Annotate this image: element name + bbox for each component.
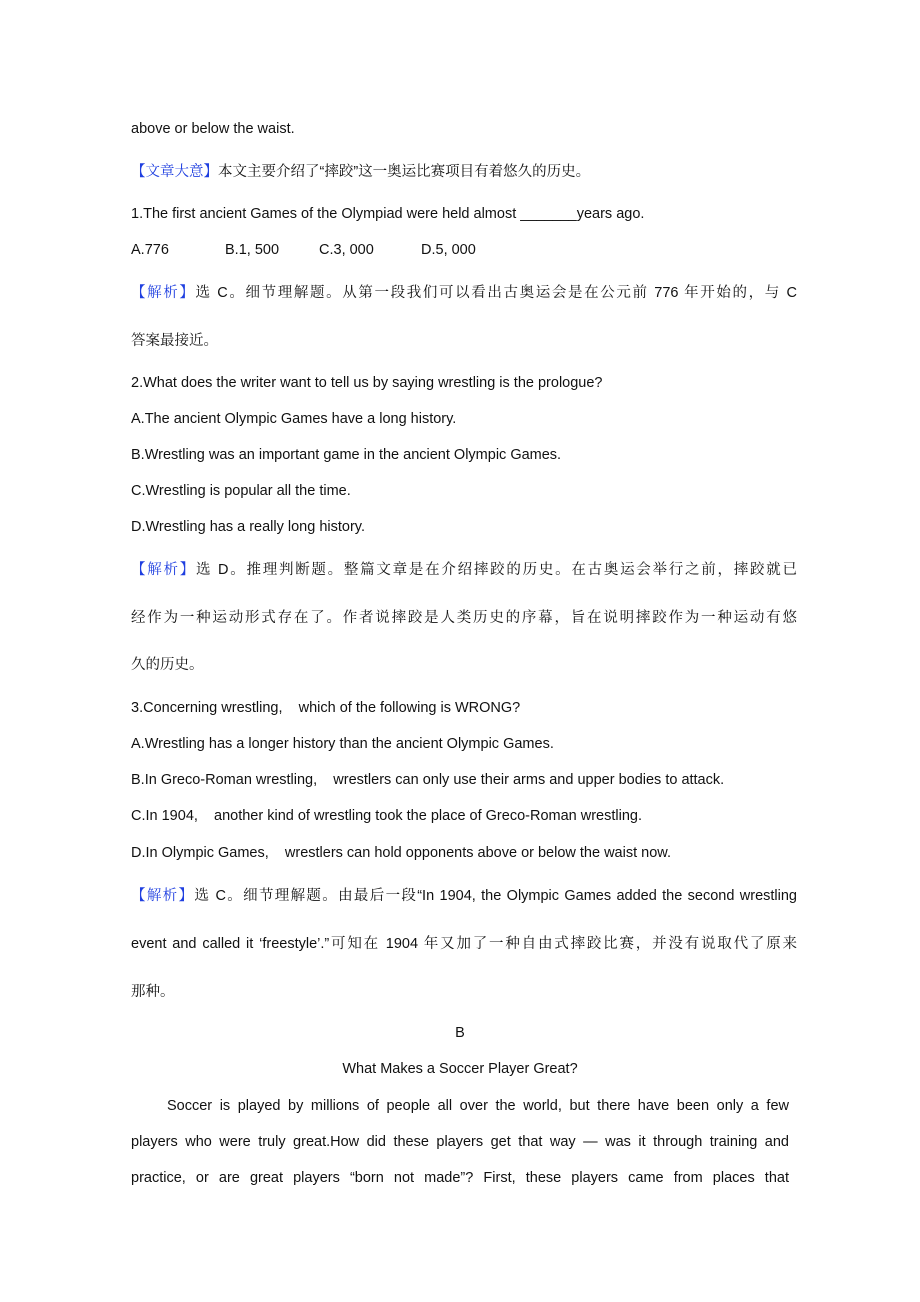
analysis-text: 选 D。推理判断题。整篇文章是在介绍摔跤的历史。在古奥运会举行之前，摔跤就已 xyxy=(195,562,798,578)
option: A.Wrestling has a longer history than the ancient Olympic Games. xyxy=(131,736,554,752)
option: B.In Greco-Roman wrestling, wrestlers can only use their arms and upper bodies to attack. xyxy=(131,772,725,788)
summary-tag: 【文章大意】 xyxy=(131,164,218,180)
analysis-3-cont: event and called it ‘freestyle’.”可知在 1904 年又加了一种自由式摔跤比赛，并没有说取代了原来 xyxy=(131,936,797,952)
analysis-tag: 【解析】 xyxy=(131,562,196,578)
option: C.Wrestling is popular all the time. xyxy=(131,483,351,499)
analysis-1 xyxy=(131,283,797,303)
option: A.The ancient Olympic Games have a long history. xyxy=(131,411,457,427)
analysis-3 xyxy=(131,886,797,906)
option: A.776 xyxy=(131,242,169,258)
analysis-2 xyxy=(131,560,797,580)
question-3: 3.Concerning wrestling, which of the following is WRONG? xyxy=(131,700,521,716)
passage-line: practice, or are great players “born not made”? First, these players came from places that xyxy=(131,1170,789,1186)
analysis-tag: 【解析】 xyxy=(131,888,195,904)
option: C.3, 000 xyxy=(319,242,374,258)
analysis-2-cont: 经作为一种运动形式存在了。作者说摔跤是人类历史的序幕，旨在说明摔跤作为一种运动有悠 xyxy=(131,610,797,626)
question-1: 1.The first ancient Games of the Olympiad were held almost _______years ago. xyxy=(131,206,645,222)
passage-title: What Makes a Soccer Player Great? xyxy=(342,1061,578,1077)
analysis-tag: 【解析】 xyxy=(131,285,196,301)
passage-line: players who were truly great.How did these players get that way — was it through training and xyxy=(131,1134,789,1150)
analysis-3-cont: 那种。 xyxy=(131,984,175,1000)
option: C.In 1904, another kind of wrestling took the place of Greco-Roman wrestling. xyxy=(131,808,642,824)
option: B.Wrestling was an important game in the ancient Olympic Games. xyxy=(131,447,562,463)
text-line: above or below the waist. xyxy=(131,121,295,137)
analysis-2-cont: 久的历史。 xyxy=(131,657,204,673)
question-2: 2.What does the writer want to tell us by saying wrestling is the prologue? xyxy=(131,375,603,391)
option: D.Wrestling has a really long history. xyxy=(131,519,365,535)
question-1-options xyxy=(131,240,515,260)
analysis-1-cont: 答案最接近。 xyxy=(131,333,218,349)
summary-line xyxy=(131,162,590,182)
summary-text: 本文主要介绍了“摔跤”这一奥运比赛项目有着悠久的历史。 xyxy=(218,164,591,180)
section-label: B xyxy=(455,1025,465,1041)
passage-line: Soccer is played by millions of people all over the world, but there have been only a few xyxy=(167,1098,789,1114)
option: B.1, 500 xyxy=(225,242,280,258)
analysis-text: 选 C。细节理解题。由最后一段“In 1904, the Olympic Games added the second wrestling xyxy=(194,888,797,904)
option: D.5, 000 xyxy=(421,242,476,258)
option: D.In Olympic Games, wrestlers can hold opponents above or below the waist now. xyxy=(131,845,671,861)
analysis-text: 选 C。细节理解题。从第一段我们可以看出古奥运会是在公元前 776 年开始的，与 C xyxy=(195,285,797,301)
